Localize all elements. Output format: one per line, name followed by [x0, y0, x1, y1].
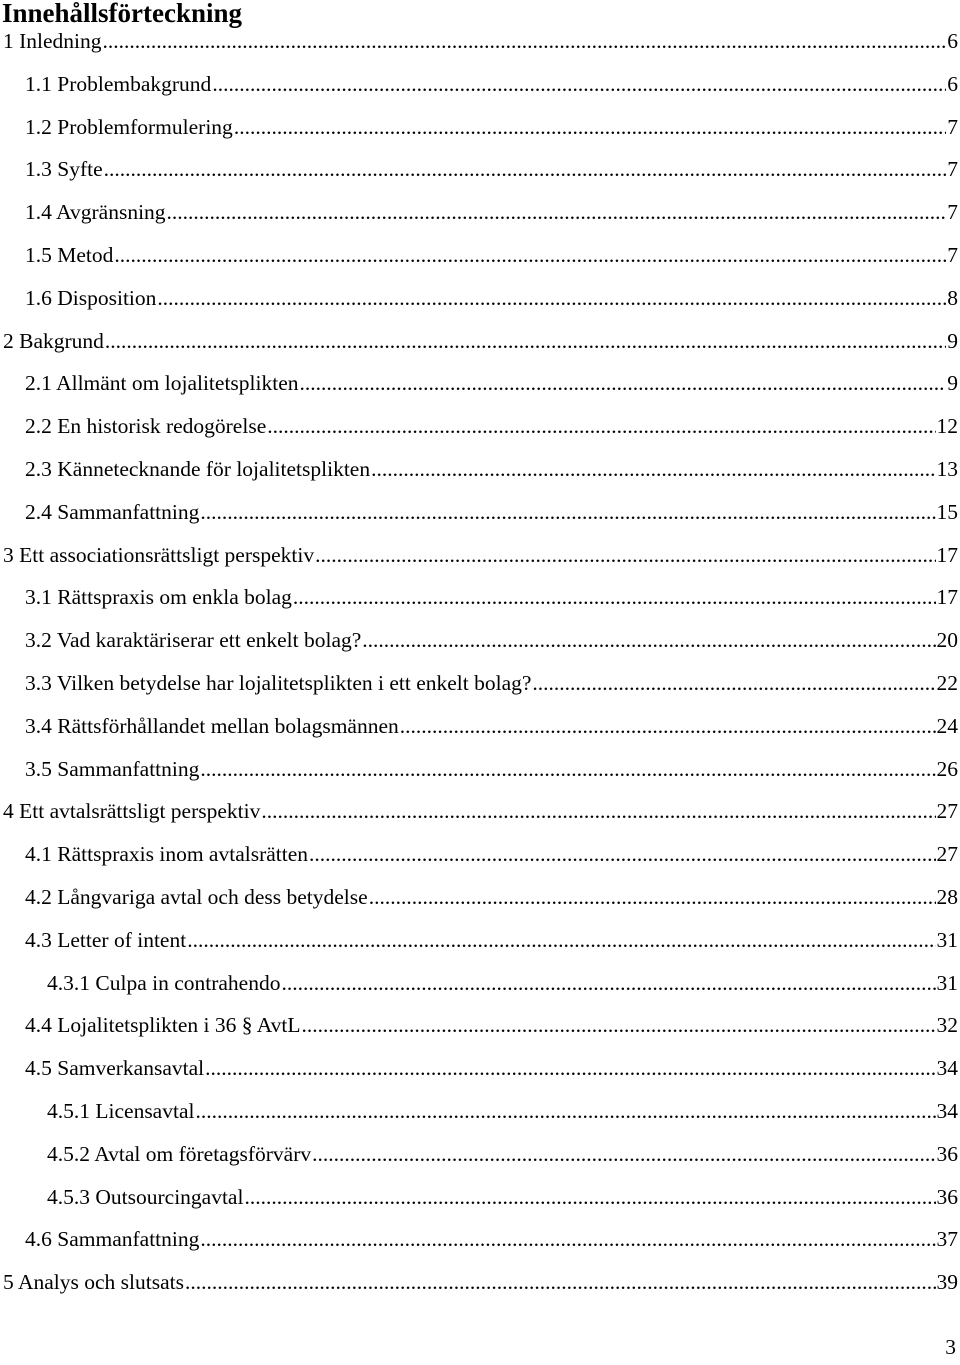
- toc-entry[interactable]: [47, 1097, 958, 1125]
- toc-entry[interactable]: [25, 412, 958, 440]
- toc-entry-label: 3.2 Vad karaktäriserar ett enkelt bolag?: [25, 628, 362, 653]
- toc-entry-label: 4.2 Långvariga avtal och dess betydelse: [25, 885, 368, 909]
- toc-entry[interactable]: [25, 241, 958, 269]
- toc-entry-label: 4 Ett avtalsrättsligt perspektiv: [3, 799, 261, 824]
- dot-leader: [157, 284, 946, 312]
- page-number: 3: [945, 1335, 956, 1359]
- toc-entry-page: 12: [936, 414, 958, 439]
- toc-entry-page: 22: [936, 671, 958, 695]
- toc-entry-label: 4.6 Sammanfattning: [25, 1227, 200, 1252]
- toc-entry[interactable]: [3, 797, 958, 825]
- toc-entry-label: 3.3 Vilken betydelse har lojalitetsplikten i ett enkelt bolag?: [25, 671, 532, 695]
- toc-entry[interactable]: [47, 969, 958, 997]
- toc-entry[interactable]: [25, 1054, 958, 1082]
- dot-leader: [371, 455, 935, 483]
- toc-entry-page: 6: [947, 29, 958, 53]
- toc-entry[interactable]: [25, 883, 958, 911]
- toc-entry[interactable]: [25, 70, 958, 98]
- dot-leader: [532, 669, 935, 697]
- dot-leader: [114, 241, 946, 269]
- toc-entry-page: 27: [936, 799, 958, 824]
- toc-entry-page: 24: [936, 713, 958, 738]
- toc-entry-label: 2.1 Allmänt om lojalitetsplikten: [25, 371, 299, 396]
- dot-leader: [195, 1097, 935, 1125]
- toc-entry-page: 8: [947, 285, 958, 310]
- dot-leader: [293, 583, 936, 611]
- toc-entry-label: 2.3 Kännetecknande för lojalitetsplikten: [25, 457, 371, 481]
- dot-leader: [234, 113, 946, 141]
- toc-entry-page: 17: [936, 542, 958, 567]
- toc-entry[interactable]: [25, 926, 958, 954]
- toc-entry[interactable]: [25, 712, 958, 740]
- toc-entry-label: 3.5 Sammanfattning: [25, 756, 200, 781]
- toc-entry-label: 4.3 Letter of intent: [25, 927, 187, 952]
- toc-entry-page: 36: [936, 1141, 958, 1166]
- toc-heading: Innehållsförteckning: [2, 0, 243, 28]
- toc-entry[interactable]: [25, 198, 958, 226]
- toc-entry-page: 9: [947, 328, 958, 353]
- dot-leader: [362, 626, 935, 654]
- toc-entry-page: 31: [936, 927, 958, 952]
- dot-leader: [261, 797, 935, 825]
- toc-entry-page: 37: [936, 1227, 958, 1252]
- toc-entry-label: 1.5 Metod: [25, 243, 114, 267]
- toc-entry-page: 9: [947, 371, 958, 396]
- toc-entry-label: 1.6 Disposition: [25, 285, 157, 310]
- toc-entry[interactable]: [25, 284, 958, 312]
- dot-leader: [267, 412, 935, 440]
- toc-entry-page: 34: [936, 1056, 958, 1081]
- toc-entry-page: 13: [936, 457, 958, 481]
- toc-entry[interactable]: [25, 626, 958, 654]
- toc-entry-page: 7: [947, 114, 958, 139]
- dot-leader: [315, 541, 935, 569]
- toc-entry-label: 2.2 En historisk redogörelse: [25, 414, 267, 439]
- dot-leader: [212, 70, 946, 98]
- toc-entry-label: 4.1 Rättspraxis inom avtalsrätten: [25, 842, 309, 867]
- toc-entry-page: 34: [936, 1099, 958, 1123]
- toc-entry-label: 5 Analys och slutsats: [3, 1270, 184, 1295]
- toc-entry-page: 7: [947, 200, 958, 225]
- toc-entry-page: 15: [936, 499, 958, 524]
- dot-leader: [312, 1140, 935, 1168]
- toc-entry[interactable]: [25, 669, 958, 697]
- dot-leader: [105, 327, 946, 355]
- toc-entry[interactable]: [3, 27, 958, 55]
- dot-leader: [205, 1054, 935, 1082]
- toc-entry[interactable]: [25, 155, 958, 183]
- toc-entry-label: 4.4 Lojalitetsplikten i 36 § AvtL: [25, 1013, 301, 1038]
- dot-leader: [103, 27, 947, 55]
- toc-entry[interactable]: [25, 455, 958, 483]
- toc-entry[interactable]: [47, 1140, 958, 1168]
- toc-entry-label: 4.5.3 Outsourcingavtal: [47, 1184, 244, 1209]
- toc-entry-page: 27: [936, 842, 958, 867]
- toc-entry-label: 2 Bakgrund: [3, 328, 104, 353]
- toc-entry[interactable]: [3, 541, 958, 569]
- toc-entry-label: 3.4 Rättsförhållandet mellan bolagsmännen: [25, 713, 399, 738]
- toc-entry-label: 1.1 Problembakgrund: [25, 71, 212, 96]
- dot-leader: [200, 498, 935, 526]
- toc-entry-label: 1.4 Avgränsning: [25, 200, 166, 225]
- toc-entry[interactable]: [25, 1011, 958, 1039]
- dot-leader: [244, 1183, 935, 1211]
- toc-entry-page: 39: [936, 1270, 958, 1295]
- toc-entry-page: 36: [936, 1184, 958, 1209]
- toc-entry-label: 1 Inledning: [3, 29, 102, 53]
- toc-entry-page: 31: [936, 970, 958, 995]
- dot-leader: [104, 155, 947, 183]
- toc-entry-page: 7: [947, 243, 958, 267]
- toc-entry[interactable]: [25, 1225, 958, 1253]
- toc-entry[interactable]: [3, 327, 958, 355]
- dot-leader: [300, 369, 947, 397]
- toc-entry-label: 3 Ett associationsrättsligt perspektiv: [3, 542, 315, 567]
- toc-entry[interactable]: [25, 755, 958, 783]
- toc-entry-label: 4.5.2 Avtal om företagsförvärv: [47, 1141, 312, 1166]
- toc-entry-label: 1.3 Syfte: [25, 157, 103, 182]
- toc-entry-page: 6: [947, 71, 958, 96]
- toc-entry-label: 3.1 Rättspraxis om enkla bolag: [25, 585, 292, 610]
- toc-entry-label: 1.2 Problemformulering: [25, 114, 233, 139]
- dot-leader: [167, 198, 947, 226]
- toc-entry-page: 32: [936, 1013, 958, 1038]
- toc-entry[interactable]: [25, 583, 958, 611]
- toc-entry-page: 28: [936, 885, 958, 909]
- toc-entry-page: 20: [936, 628, 958, 653]
- dot-leader: [200, 755, 935, 783]
- dot-leader: [281, 969, 935, 997]
- toc-entry-label: 2.4 Sammanfattning: [25, 499, 200, 524]
- toc-entry[interactable]: [25, 498, 958, 526]
- toc-entry-page: 17: [936, 585, 958, 610]
- toc-entry[interactable]: [25, 840, 958, 868]
- dot-leader: [309, 840, 935, 868]
- dot-leader: [200, 1225, 935, 1253]
- toc-entry[interactable]: [25, 113, 958, 141]
- toc-entry[interactable]: [25, 369, 958, 397]
- toc-entry-label: 4.5.1 Licensavtal: [47, 1099, 195, 1123]
- toc-entry-label: 4.5 Samverkansavtal: [25, 1056, 205, 1081]
- dot-leader: [185, 1268, 936, 1296]
- toc-entry-page: 26: [936, 756, 958, 781]
- toc-entry[interactable]: [47, 1183, 958, 1211]
- toc-entry[interactable]: [3, 1268, 958, 1296]
- toc-entry-label: 4.3.1 Culpa in contrahendo: [47, 970, 281, 995]
- dot-leader: [302, 1011, 936, 1039]
- dot-leader: [400, 712, 936, 740]
- toc-entry-page: 7: [947, 157, 958, 182]
- dot-leader: [187, 926, 935, 954]
- dot-leader: [369, 883, 936, 911]
